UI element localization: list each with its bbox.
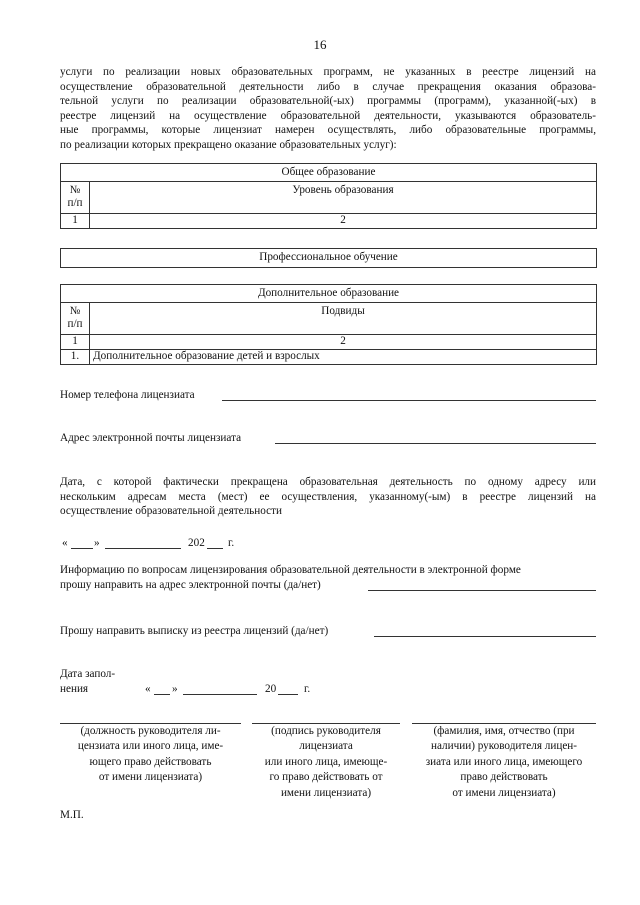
date-close-quote: » xyxy=(94,537,100,549)
fill-date-close-quote: » xyxy=(172,683,178,695)
position-caption xyxy=(60,724,241,786)
intro-line: ные программы, которые лицензиат намерен осуществлять, либо образовательные программы, xyxy=(60,124,596,137)
table-title: Общее образование xyxy=(61,164,597,182)
col-index-2: 2 xyxy=(90,214,597,229)
paragraph-line: нескольким адресам места (мест) ее осуществления, указанному(-ым) в реестре лицензий на xyxy=(60,490,596,503)
paragraph-line: Дата, с которой фактически прекращена образовательная деятельность по одному адресу или xyxy=(60,476,596,488)
table-title: Дополнительное образование xyxy=(61,285,597,303)
table-row xyxy=(61,350,597,365)
phone-label: Номер телефона лицензиата xyxy=(60,389,195,401)
col-index-2: 2 xyxy=(90,335,597,350)
caption-line: (должность руководителя ли- xyxy=(80,725,221,737)
date-month-line[interactable] xyxy=(105,548,181,549)
intro-paragraph xyxy=(60,65,596,153)
termination-date-paragraph xyxy=(60,475,596,519)
caption-line: от имени лицензиата) xyxy=(98,771,203,784)
paragraph-line: осуществление образовательной деятельности xyxy=(60,505,282,518)
caption-line: от имени лицензиата) xyxy=(452,786,556,799)
extract-request-label: Прошу направить выписку из реестра лицензий (да/нет) xyxy=(60,625,329,637)
general-education-table xyxy=(60,163,597,229)
phone-input-line[interactable] xyxy=(222,400,596,401)
professional-training-table xyxy=(60,248,597,268)
intro-line: осуществление образовательной деятельности либо в случае прекращения оказания образова- xyxy=(60,80,596,93)
intro-line: услуги по реализации новых образовательных программ, не указанных в реестре лицензий на xyxy=(60,66,596,78)
caption-line: право действовать xyxy=(460,771,548,784)
caption-line: лицензиата xyxy=(299,740,353,753)
intro-line: по реализации которых прекращено оказание образовательных услуг): xyxy=(60,138,397,151)
fill-date-label-line1: Дата запол- xyxy=(60,668,116,680)
date-open-quote: « xyxy=(62,537,68,549)
caption-line: или иного лица, имеюще- xyxy=(264,755,388,768)
caption-line: го право действовать от xyxy=(269,771,383,784)
col-number-header: № п/п xyxy=(61,182,90,214)
signature-caption xyxy=(252,724,400,801)
date-year-line[interactable] xyxy=(207,548,223,549)
table-title: Профессиональное обучение xyxy=(61,249,597,268)
info-request-paragraph xyxy=(60,563,596,592)
caption-line: имени лицензиата) xyxy=(280,786,372,799)
col-level-header: Уровень образования xyxy=(90,182,597,214)
caption-line: (подпись руководителя xyxy=(271,725,381,737)
fill-date-year-line[interactable] xyxy=(278,694,298,695)
row-number: 1. xyxy=(61,350,90,365)
fill-date-month-line[interactable] xyxy=(183,694,257,695)
col-subtypes-header: Подвиды xyxy=(90,303,597,335)
page-number: 16 xyxy=(313,37,327,52)
name-caption xyxy=(412,724,596,801)
email-input-line[interactable] xyxy=(275,443,596,444)
col-number-header: № п/п xyxy=(61,303,90,335)
paragraph-line: Информацию по вопросам лицензирования образовательной деятельности в электронной форме xyxy=(60,564,521,576)
extract-request-answer-line[interactable] xyxy=(374,636,596,637)
email-label: Адрес электронной почты лицензиата xyxy=(60,432,242,444)
additional-education-table xyxy=(60,284,597,365)
fill-date-open-quote: « xyxy=(145,683,151,695)
caption-line: ющего право действовать xyxy=(89,755,212,768)
fill-date-year-suffix: г. xyxy=(304,683,311,695)
col-index-1: 1 xyxy=(61,335,90,350)
row-text: Дополнительное образование детей и взрослых xyxy=(90,350,597,365)
info-request-answer-line[interactable] xyxy=(368,590,596,591)
fill-date-day-line[interactable] xyxy=(154,694,170,695)
intro-line: тельной услуги по реализации образовательной(-ых) программы (программ), указанной(-ых) в xyxy=(60,95,596,108)
caption-line: (фамилия, имя, отчество (при xyxy=(433,725,575,737)
caption-line: зиата или иного лица, имеющего xyxy=(425,755,583,768)
paragraph-line: прошу направить на адрес электронной почты (да/нет) xyxy=(60,578,321,591)
date-year-suffix: г. xyxy=(228,537,235,549)
stamp-placeholder: М.П. xyxy=(60,809,84,821)
caption-line: наличии) руководителя лицен- xyxy=(430,740,577,753)
date-year-prefix: 202 xyxy=(188,537,205,549)
fill-date-label-line2: нения xyxy=(60,683,89,695)
fill-date-year-prefix: 20 xyxy=(265,683,277,695)
intro-line: реестре лицензий на осуществление образовательной деятельности, указываются образователь- xyxy=(60,109,596,122)
col-index-1: 1 xyxy=(61,214,90,229)
date-day-line[interactable] xyxy=(71,548,93,549)
caption-line: цензиата или иного лица, име- xyxy=(77,740,224,753)
